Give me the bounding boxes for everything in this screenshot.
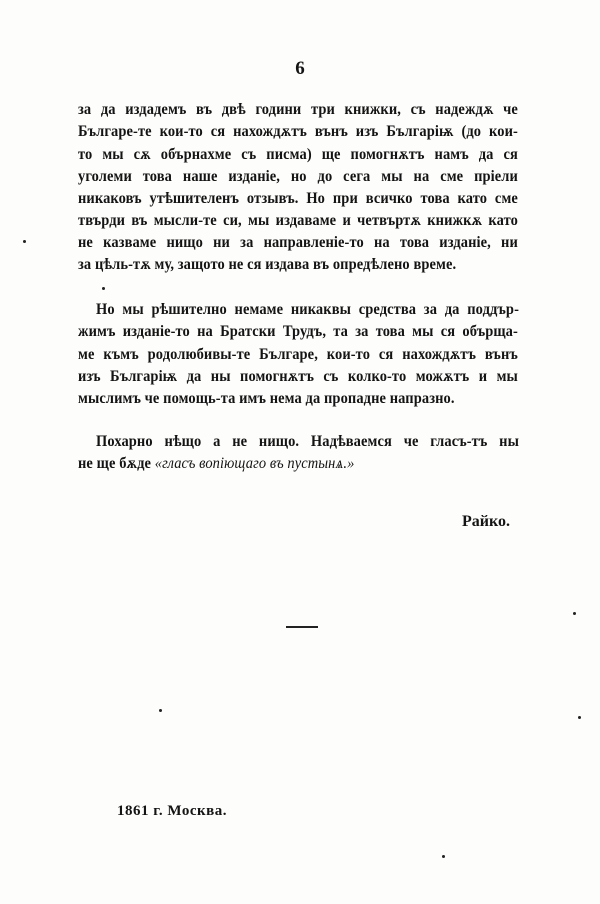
scan-speck xyxy=(159,709,162,712)
scan-speck xyxy=(578,716,581,719)
text-line: не казваме нищо ни за направленіе-то на това изданіе, ни xyxy=(78,234,518,251)
text-line: ме къмъ родолюбивы-те Българе, кои-то ся нахождѫтъ вънъ xyxy=(78,346,518,363)
text-line: уголеми това наше изданіе, но до сега мы на сме пріели xyxy=(78,168,518,185)
section-divider xyxy=(286,626,318,628)
text-line: твърди въ мысли-те си, мы издаваме и четвъртѫ книжкѫ като xyxy=(78,212,518,229)
scan-speck xyxy=(573,612,576,615)
text-line: жимъ изданіе-то на Братски Трудъ, та за това мы ся обърща- xyxy=(78,323,518,340)
scan-speck xyxy=(442,855,445,858)
text-line: никаковъ утѣшителенъ отзывъ. Но при всичко това като сме xyxy=(78,190,518,207)
text-line: то мы сѫ обърнахме съ писма) ще помогнѫтъ намъ да ся xyxy=(78,146,518,163)
text-line: изъ Българіѭ да ны помогнѫтъ съ колко-то можѫтъ и мы xyxy=(78,368,518,385)
text-line: за да издадемъ въ двѣ години три книжки, съ надеждѫ че xyxy=(78,101,518,118)
signature: Райко. xyxy=(462,513,510,530)
text-plain: не ще бѫде xyxy=(78,455,155,472)
footer-date-place: 1861 г. Москва. xyxy=(117,803,227,819)
text-line: Българе-те кои-то ся нахождѫтъ вънъ изъ Българіѭ (до кои- xyxy=(78,123,518,140)
text-line: мыслимъ че помощь-та имъ нема да пропадне напразно. xyxy=(78,390,455,407)
scan-speck xyxy=(23,240,26,243)
text-line: Но мы рѣшително немаме никаквы средства за да поддър- xyxy=(96,301,519,318)
scan-speck xyxy=(102,287,105,290)
text-line: за цѣль-тѫ му, защото не ся издава въ опредѣлено време. xyxy=(78,256,457,273)
text-line xyxy=(78,454,518,474)
page-number: 6 xyxy=(295,58,305,79)
quotation-italic: «гласъ вопіющаго въ пустынѧ.» xyxy=(154,455,355,472)
text-line: Похарно нѣщо а не нищо. Надѣваемся че гласъ-тъ ны xyxy=(96,433,519,450)
